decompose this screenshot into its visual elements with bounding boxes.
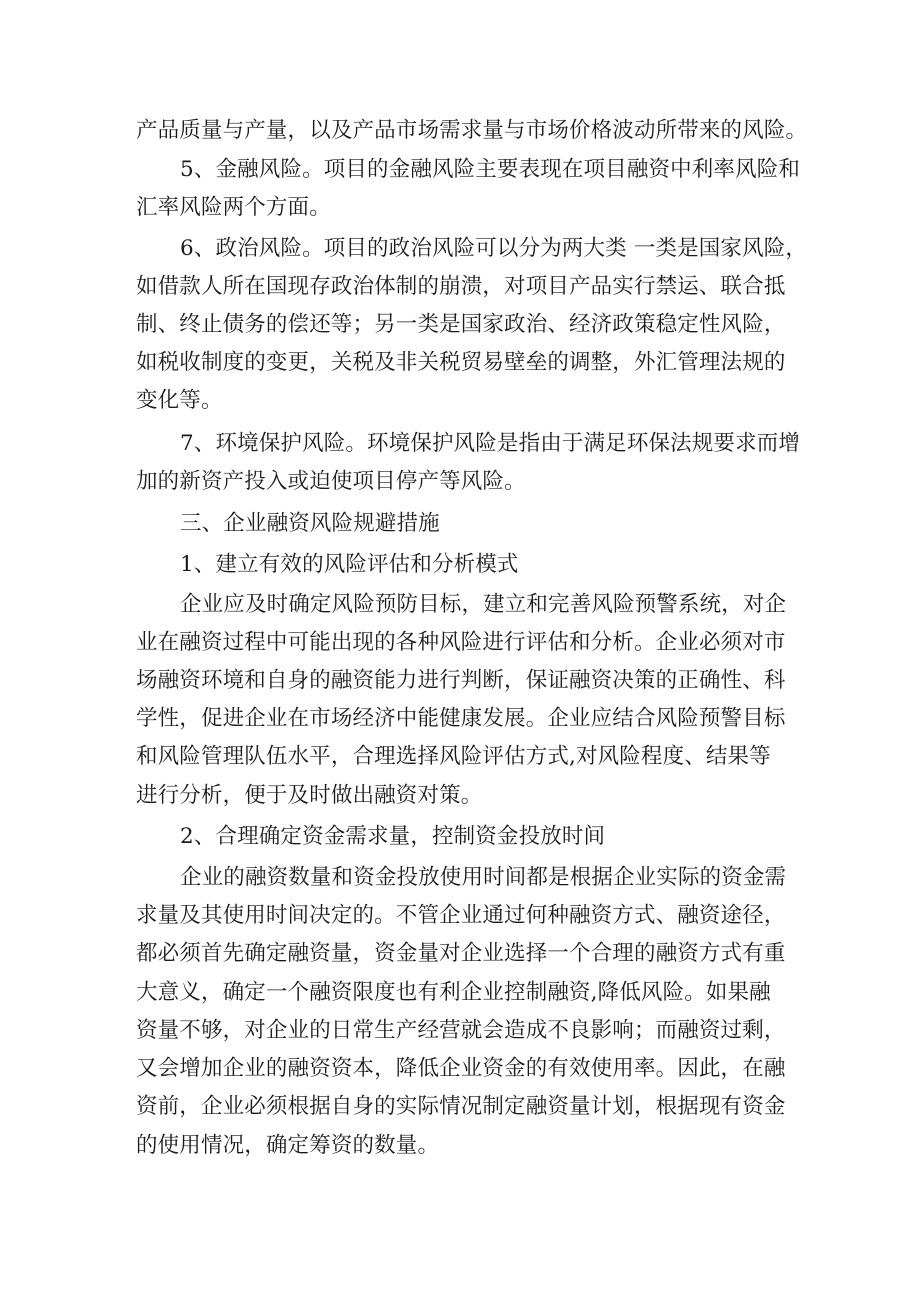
text-line: 企业的融资数量和资金投放使用时间都是根据企业实际的资金需 — [180, 865, 787, 890]
text-line: 业在融资过程中可能出现的各种风险进行评估和分析。企业必须对市 — [136, 630, 786, 655]
text-line: 制、终止债务的偿还等；另一类是国家政治、经济政策稳定性风险， — [136, 312, 786, 337]
text-line: 7、环境保护风险。环境保护风险是指由于满足环保法规要求而增 — [180, 431, 801, 456]
text-line: 汇率风险两个方面。 — [136, 195, 331, 220]
subsection-heading: 2、合理确定资金需求量，控制资金投放时间 — [180, 824, 606, 849]
text-line: 资量不够，对企业的日常生产经营就会造成不良影响；而融资过剩， — [136, 1018, 786, 1043]
section-heading: 三、企业融资风险规避措施 — [180, 511, 440, 536]
text-line: 和风险管理队伍水平，合理选择风险评估方式,对风险程度、结果等 — [136, 744, 771, 769]
subsection-heading: 1、建立有效的风险评估和分析模式 — [180, 552, 519, 577]
text-line: 大意义，确定一个融资限度也有利企业控制融资,降低风险。如果融 — [136, 980, 771, 1005]
text-line: 场融资环境和自身的融资能力进行判断，保证融资决策的正确性、科 — [136, 668, 786, 693]
text-line: 又会增加企业的融资资本，降低企业资金的有效使用率。因此，在融 — [136, 1056, 786, 1081]
text-line: 加的新资产投入或迫使项目停产等风险。 — [136, 469, 526, 494]
text-line: 变化等。 — [136, 388, 223, 413]
text-line: 企业应及时确定风险预防目标，建立和完善风险预警系统，对企 — [180, 592, 787, 617]
text-line: 产品质量与产量，以及产品市场需求量与市场价格波动所带来的风险。 — [136, 118, 808, 143]
text-line: 求量及其使用时间决定的。不管企业通过何种融资方式、融资途径， — [136, 903, 786, 928]
text-line: 学性，促进企业在市场经济中能健康发展。企业应结合风险预警目标 — [136, 706, 786, 731]
text-line: 的使用情况，确定筹资的数量。 — [136, 1133, 440, 1158]
text-line: 如税收制度的变更，关税及非关税贸易壁垒的调整，外汇管理法规的 — [136, 350, 786, 375]
text-line: 6、政治风险。项目的政治风险可以分为两大类 一类是国家风险， — [180, 236, 808, 261]
text-line: 都必须首先确定融资量，资金量对企业选择一个合理的融资方式有重 — [136, 941, 786, 966]
text-line: 进行分析，便于及时做出融资对策。 — [136, 783, 483, 808]
text-line: 资前，企业必须根据自身的实际情况制定融资量计划，根据现有资金 — [136, 1094, 786, 1119]
text-line: 如借款人所在国现存政治体制的崩溃，对项目产品实行禁运、联合抵 — [136, 274, 786, 299]
text-line: 5、金融风险。项目的金融风险主要表现在项目融资中利率风险和 — [180, 157, 801, 182]
